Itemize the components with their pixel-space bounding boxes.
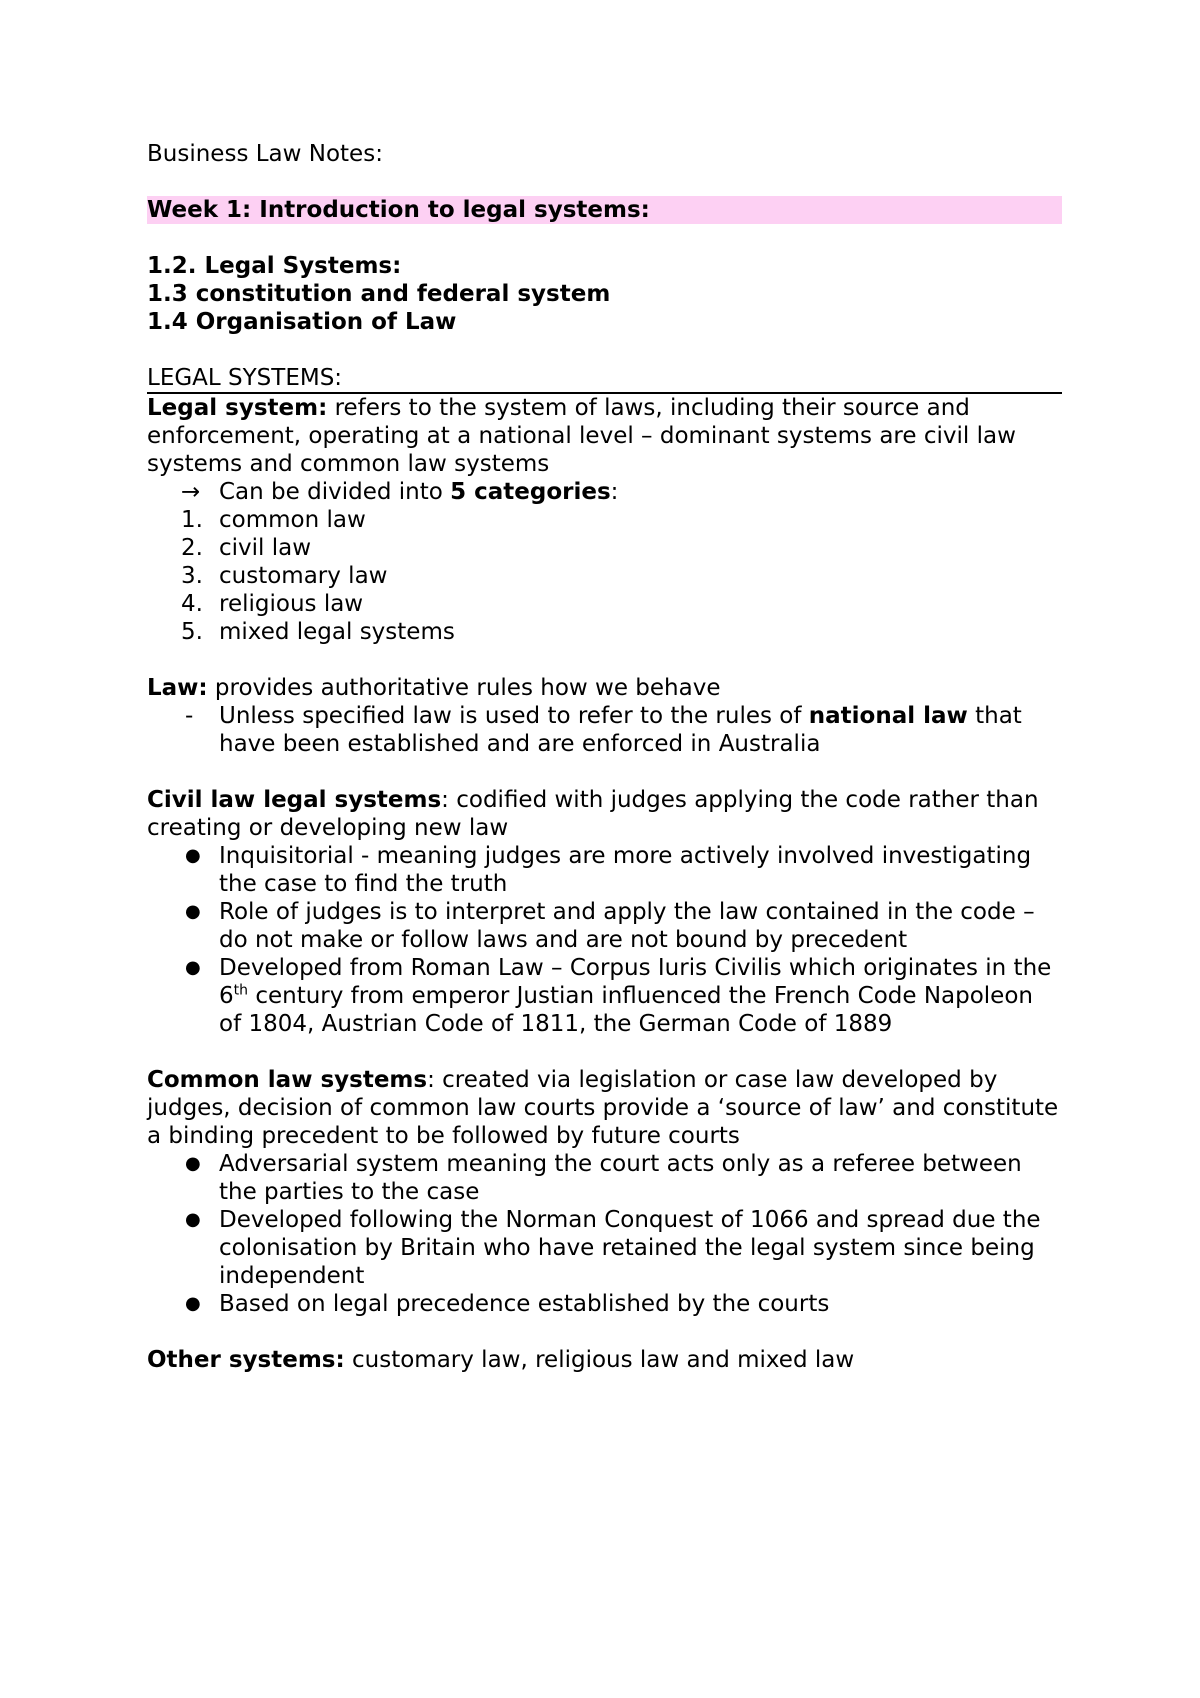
section-title: LEGAL SYSTEMS: xyxy=(147,364,1062,394)
week-heading: Week 1: Introduction to legal systems: xyxy=(147,196,1062,224)
bullet-icon: ● xyxy=(185,901,201,922)
common-law-definition: Common law systems: created via legislation or case law developed by judges, decision of common law courts provide a ‘source of law’ and constitute a binding precedent to be followed by future courts xyxy=(147,1067,1059,1149)
dash-icon: - xyxy=(185,703,194,729)
spacer xyxy=(147,1318,1062,1346)
list-item: 5. mixed legal systems xyxy=(181,619,455,645)
other-systems-definition: Other systems: customary law, religious law and mixed law xyxy=(147,1347,855,1373)
bullet-icon: ● xyxy=(185,957,201,978)
civil-law-definition: Civil law legal systems: codified with judges applying the code rather than creating or developing new law xyxy=(147,787,1039,841)
list-item: 4. religious law xyxy=(181,591,364,617)
spacer xyxy=(147,168,1062,196)
list-number: 5. xyxy=(181,619,203,645)
list-item: 2. civil law xyxy=(181,535,312,561)
list-item: ● Based on legal precedence established by the courts xyxy=(185,1291,830,1317)
list-number: 4. xyxy=(181,591,203,617)
law-definition: Law: provides authoritative rules how we behave xyxy=(147,675,721,701)
law-dash-list xyxy=(147,702,1062,758)
legal-system-arrow-list xyxy=(147,478,1062,506)
bullet-icon: ● xyxy=(185,1209,201,1230)
civil-law-term: Civil law legal systems xyxy=(147,787,442,813)
list-item: - Unless specified law is used to refer to the rules of national law that have been established and are enforced in Australia xyxy=(185,703,1022,757)
list-number: 1. xyxy=(181,507,203,533)
categories-list xyxy=(147,506,1062,646)
list-item: 1. common law xyxy=(181,507,366,533)
list-item: 3. customary law xyxy=(181,563,388,589)
list-item: ● Developed following the Norman Conquest of 1066 and spread due the colonisation by Britain who have retained the legal system since being independent xyxy=(185,1207,1041,1289)
list-item: ● Developed from Roman Law – Corpus Iuris Civilis which originates in the 6th century from emperor Justian influenced the French Code Napoleon of 1804, Austrian Code of 1811, the German Code of 1889 xyxy=(185,955,1052,1037)
bullet-icon: ● xyxy=(185,845,201,866)
common-law-term: Common law systems xyxy=(147,1067,428,1093)
list-item: → Can be divided into 5 categories: xyxy=(181,479,619,505)
spacer xyxy=(147,1038,1062,1066)
list-number: 2. xyxy=(181,535,203,561)
common-law-bullets xyxy=(147,1150,1062,1318)
toc-item-1: 1.2. Legal Systems: xyxy=(147,253,402,279)
list-item: ● Inquisitorial - meaning judges are more actively involved investigating the case to find the truth xyxy=(185,843,1032,897)
legal-system-term: Legal system: xyxy=(147,395,328,421)
list-item: ● Role of judges is to interpret and apply the law contained in the code – do not make or follow laws and are not bound by precedent xyxy=(185,899,1035,953)
legal-system-text: refers to the system of laws, including their source and enforcement, operating at a national level – dominant systems are civil law systems and common law systems xyxy=(147,395,1016,477)
list-number: 3. xyxy=(181,563,203,589)
toc-item-3: 1.4 Organisation of Law xyxy=(147,309,457,335)
civil-law-bullets xyxy=(147,842,1062,1038)
document-page xyxy=(147,140,1062,1374)
spacer xyxy=(147,758,1062,786)
law-term: Law: xyxy=(147,675,208,701)
list-item: ● Adversarial system meaning the court acts only as a referee between the parties to the case xyxy=(185,1151,1022,1205)
bullet-icon: ● xyxy=(185,1153,201,1174)
other-systems-term: Other systems: xyxy=(147,1347,345,1373)
spacer xyxy=(147,336,1062,364)
spacer xyxy=(147,224,1062,252)
doc-title: Business Law Notes: xyxy=(147,141,383,167)
spacer xyxy=(147,646,1062,674)
arrow-icon: → xyxy=(181,479,201,505)
toc-item-2: 1.3 constitution and federal system xyxy=(147,281,611,307)
legal-system-definition xyxy=(147,394,1062,478)
bullet-icon: ● xyxy=(185,1293,201,1314)
